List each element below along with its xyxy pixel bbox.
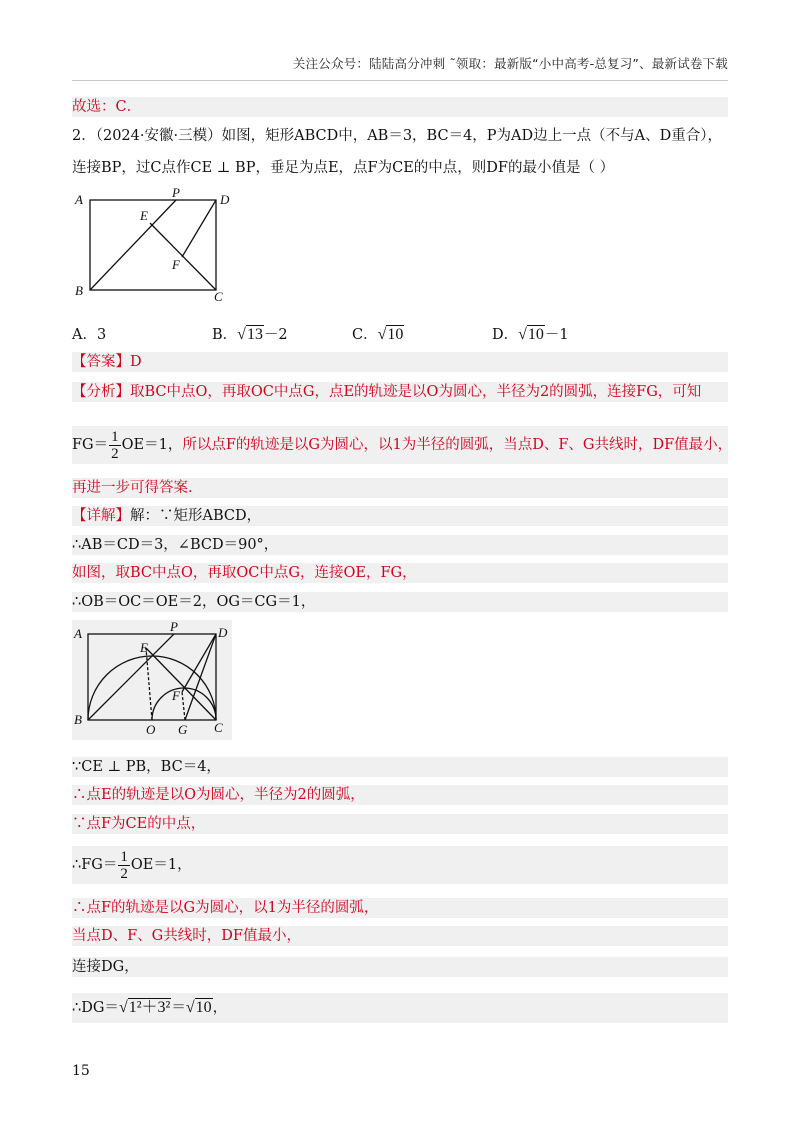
detail-line-11: 连接DG， [72,957,728,977]
option-c-radicand: 10 [387,326,404,343]
label-F: F [172,257,180,272]
figure-2 [72,620,232,740]
analysis-oe: OE＝1， [121,437,183,453]
analysis-text-1: 取BC中点O，再取OC中点G，点E的轨迹是以O为圆心，半径为2的圆弧，连接FG，可知 [130,384,702,400]
fig2-label-F: F [172,688,180,703]
detail-equals: ＝ [171,1000,186,1016]
detail-line-9: ∴点F的轨迹是以G为圆心，以1为半径的圆弧， [72,898,728,918]
detail-text-1: 解：∵矩形ABCD， [130,508,262,524]
fig2-label-A: A [74,626,82,641]
fraction-denominator: 2 [111,445,119,462]
option-a: A．3 [72,327,107,343]
header-rule [72,80,728,81]
label-B: B [75,283,83,298]
option-d-label: D． [492,327,519,343]
problem-line-1: 2．（2024·安徽·三模）如图，矩形ABCD中，AB＝3，BC＝4，P为AD边上一点（不与A、D重合）， [72,128,723,144]
option-d-radicand: 10 [527,326,544,343]
fig2-label-E: E [140,640,148,655]
option-b-tail: －2 [263,327,288,343]
fig2-label-D: D [218,625,228,640]
detail-fraction-numerator: 1 [120,848,128,865]
option-c: C．√10 [352,326,404,343]
previous-answer: 故选：C． [72,97,728,117]
detail-line-3: 如图，取BC中点O，再取OC中点G，连接OE，FG， [72,563,728,583]
detail-comma: ， [212,1000,228,1016]
label-A: A [75,192,83,207]
option-b-label: B． [212,327,238,343]
option-b: B．√13－2 [212,326,288,343]
detail-line-5: ∵CE ⊥ PB，BC＝4， [72,757,728,777]
label-E: E [140,208,148,223]
option-b-radicand: 13 [246,326,263,343]
answer-line [72,352,728,372]
detail-line-4: ∴OB＝OC＝OE＝2，OG＝CG＝1， [72,592,728,612]
analysis-line-1 [72,382,728,402]
option-c-label: C． [352,327,378,343]
detail-fraction-denominator: 2 [120,865,128,882]
option-d-tail: －1 [544,327,569,343]
detail-oe: OE＝1， [130,857,192,873]
detail-radicand-2: 10 [195,999,212,1016]
detail-fg: ∴FG＝ [72,857,118,873]
answer-value: D [130,354,142,370]
detail-line-6: ∴点E的轨迹是以O为圆心，半径为2的圆弧， [72,785,728,805]
problem-line-2: 连接BP，过C点作CE ⊥ BP，垂足为点E，点F为CE的中点，则DF的最小值是（ ） [72,160,615,176]
figure-1 [72,185,242,305]
page-number: 15 [72,1063,90,1079]
detail-line-7: ∵点F为CE的中点， [72,814,728,834]
analysis-line-3: 再进一步可得答案. [72,478,728,498]
analysis-text-2: 所以点F的轨迹是以G为圆心，以1为半径的圆弧，当点D、F、G共线时，DF值最小， [182,437,733,453]
fig2-label-B: B [74,712,82,727]
page-header: 关注公众号：陆陆高分冲刺 ˜领取：最新版“小中高考-总复习”、最新试卷下载 [292,56,728,71]
detail-line-2: ∴AB＝CD＝3，∠BCD＝90°， [72,535,728,555]
analysis-tag: 【分析】 [72,384,130,400]
label-D: D [220,192,230,207]
detail-line-12: ∴DG＝√1²＋3²＝√10， [72,993,728,1023]
fig2-label-P: P [170,620,178,634]
fig2-label-C: C [214,720,223,735]
detail-tag: 【详解】 [72,508,130,524]
fraction-numerator: 1 [111,428,119,445]
answer-tag: 【答案】 [72,354,130,370]
label-P: P [172,185,180,200]
fig2-label-O: O [146,722,156,737]
analysis-fg: FG＝ [72,437,109,453]
detail-line-1 [72,506,728,526]
detail-fraction [118,849,130,882]
analysis-fraction [109,429,121,462]
fig2-label-G: G [178,722,188,737]
detail-radicand-1: 1²＋3² [128,999,171,1016]
label-C: C [214,289,223,304]
detail-line-10: 当点D、F、G共线时，DF值最小， [72,926,728,946]
detail-line-8 [72,846,728,884]
analysis-line-2 [72,426,733,464]
option-d: D．√10－1 [492,326,569,343]
detail-dg: ∴DG＝ [72,1000,119,1016]
